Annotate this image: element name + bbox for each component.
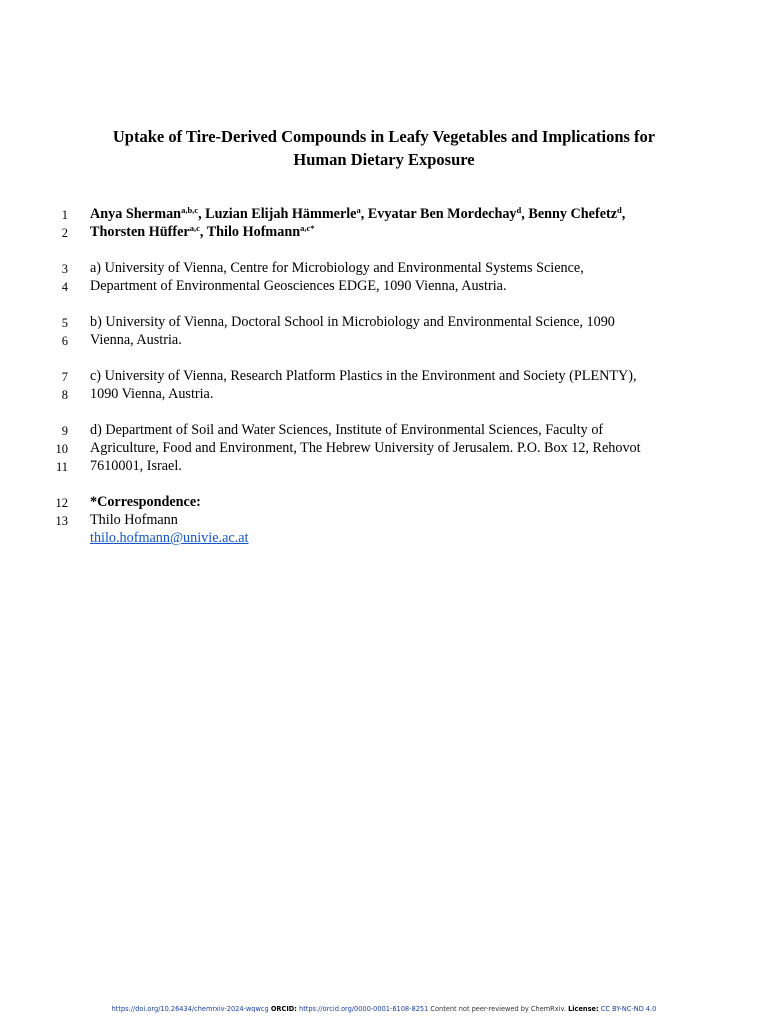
author-affiliation-sup: d [617,205,622,215]
author-name: , Benny Chefetz [521,206,618,222]
orcid-label: ORCID: [270,1005,297,1013]
line-number: 7 [61,370,68,384]
author-list [90,223,315,241]
correspondence-heading: *Correspondence: [90,494,201,510]
author-list [90,205,625,223]
affiliation-text: a) University of Vienna, Centre for Microbiology and Environmental Systems Science, [90,260,584,276]
license-label: License: [568,1005,599,1013]
affiliation-a-line-1 [0,259,768,277]
affiliation-text: d) Department of Soil and Water Sciences, Institute of Environmental Sciences, Faculty of [90,422,604,438]
author-affiliation-sup: a [356,205,361,215]
affiliation-c-line-2 [0,385,768,403]
correspondence-email-line [0,529,768,547]
author-line-1 [0,205,768,223]
affiliation-text: Department of Environmental Geosciences EDGE, 1090 Vienna, Austria. [90,278,507,294]
affiliation-text: c) University of Vienna, Research Platform Plastics in the Environment and Society (PLENTY), [90,368,637,384]
affiliation-b-line-2 [0,331,768,349]
author-affiliation-sup: a,c [189,223,200,233]
affiliation-text: 7610001, Israel. [90,458,182,474]
paper-title [60,125,708,171]
line-number: 3 [61,262,68,276]
title-line-1: Uptake of Tire-Derived Compounds in Leafy Vegetables and Implications for [112,127,656,146]
correspondence-name-line [0,511,768,529]
line-number: 1 [61,208,68,222]
affiliation-text: b) University of Vienna, Doctoral School in Microbiology and Environmental Science, 1090 [90,314,615,330]
line-number: 2 [61,226,68,240]
author-name: Anya Sherman [90,206,182,222]
author-affiliation-sup: a,b,c [181,205,199,215]
line-number: 11 [55,460,68,474]
affiliation-a-line-2 [0,277,768,295]
line-number: 9 [61,424,68,438]
author-name: , Luzian Elijah Hämmerle [198,206,357,222]
author-name: , Evyatar Ben Mordechay [360,206,517,222]
peer-review-note: Content not peer-reviewed by ChemRxiv. [430,1005,566,1013]
title-line-2: Human Dietary Exposure [293,150,475,169]
preprint-footer [0,1005,768,1013]
affiliation-d-line-2 [0,439,768,457]
line-number: 12 [55,496,68,510]
line-number: 8 [61,388,68,402]
author-affiliation-sup: d [516,205,522,215]
orcid-link[interactable]: https://orcid.org/0000-0001-6108-8251 [299,1005,429,1013]
line-number: 13 [55,514,68,528]
affiliation-text: 1090 Vienna, Austria. [90,386,214,402]
correspondence-name: Thilo Hofmann [90,512,178,528]
affiliation-text: Vienna, Austria. [90,332,182,348]
author-line-2 [0,223,768,241]
affiliation-text: Agriculture, Food and Environment, The Hebrew University of Jerusalem. P.O. Box 12, Rehovot [90,440,641,456]
line-number: 5 [61,316,68,330]
license-link[interactable]: CC BY-NC-ND 4.0 [600,1005,657,1013]
affiliation-c-line-1 [0,367,768,385]
author-affiliation-sup: a,c* [300,223,315,233]
affiliation-d-line-1 [0,421,768,439]
correspondence-heading-line [0,493,768,511]
doi-link[interactable]: https://doi.org/10.26434/chemrxiv-2024-wqwcg [111,1005,269,1013]
line-number: 10 [55,442,68,456]
affiliation-b-line-1 [0,313,768,331]
author-separator: , [621,206,626,222]
affiliation-d-line-3 [0,457,768,475]
line-number: 6 [61,334,68,348]
correspondence-email-link[interactable]: thilo.hofmann@univie.ac.at [90,530,249,546]
author-name: Thorsten Hüffer [90,224,190,240]
author-name: , Thilo Hofmann [199,224,301,240]
line-number: 4 [61,280,68,294]
